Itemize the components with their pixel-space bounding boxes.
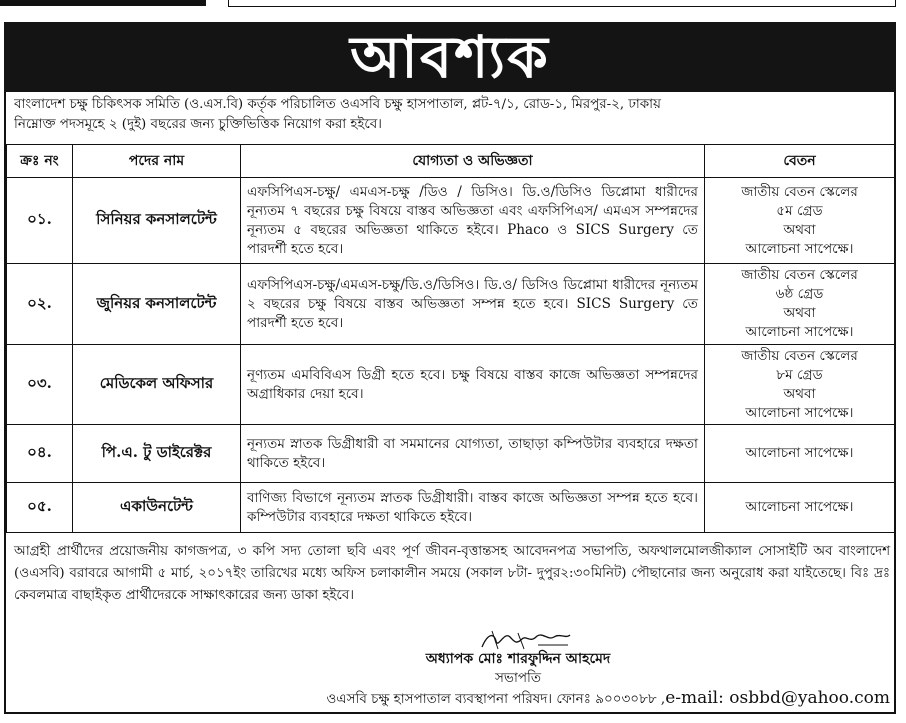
serial-cell: ০২. <box>7 264 73 345</box>
intro-line-2: নিম্নোক্ত পদসমূহে ২ (দুই) বছরের জন্য চুক্তিভিত্তিক নিয়োগ করা হইবে। <box>14 117 382 132</box>
signer-name: অধ্যাপক মোঃ শারফুদ্দিন আহমেদ <box>425 651 611 667</box>
salary-line: জাতীয় বেতন স্কেলের <box>741 347 858 364</box>
salary-line: আলোচনা সাপেক্ষে। <box>745 445 854 461</box>
header-post: পদের নাম <box>73 145 241 178</box>
qualification-cell: বাণিজ্য বিভাগে নূন্যতম স্নাতক ডিগ্রীধারী। বাস্তব কাজে অভিজ্ঞতা সম্পন্ন হতে হবে। কম্পিউটার ব্যবহারে দক্ষতা থাকিতে হইবে। <box>241 483 705 533</box>
salary-line: অথবা <box>783 385 816 402</box>
vacancy-table <box>6 144 895 533</box>
header-qualification: যোগ্যতা ও অভিজ্ঞতা <box>241 145 705 178</box>
footer-contact <box>318 686 890 711</box>
qualification-cell: নূণ্যতম এমবিবিএস ডিগ্রী হতে হবে। চক্ষু বিষয়ে বাস্তব কাজে অভিজ্ঞতা সম্পন্নদের অগ্রাধিকার দেয়া হবে। <box>241 345 705 425</box>
intro-text <box>14 95 888 135</box>
salary-line: জাতীয় বেতন স্কেলের <box>741 183 858 200</box>
salary-cell <box>705 483 895 533</box>
salary-cell <box>705 264 895 345</box>
top-right-box <box>228 0 896 7</box>
footer-email: e-mail: osbbd@yahoo.com <box>665 688 890 708</box>
salary-line: অথবা <box>783 221 816 238</box>
salary-line: অথবা <box>783 305 816 321</box>
post-cell: মেডিকেল অফিসার <box>73 345 241 425</box>
table-row <box>7 425 895 483</box>
table-row <box>7 345 895 425</box>
serial-cell: ০৩. <box>7 345 73 425</box>
post-cell: পি.এ. টু ডাইরেক্টর <box>73 425 241 483</box>
salary-line: জাতীয় বেতন স্কেলের <box>741 267 858 283</box>
table-row <box>7 178 895 264</box>
top-left-box <box>0 0 206 6</box>
post-cell: একাউনটেন্ট <box>73 483 241 533</box>
footer-org-phone: ওএসবি চক্ষু হাসপাতাল ব্যবস্থাপনা পরিষদ। ফোনঃ ৯০০৩০৮৮ , <box>326 691 666 707</box>
salary-line: আলোচনা সাপেক্ষে। <box>745 404 854 421</box>
salary-cell <box>705 178 895 264</box>
salary-line: ৬ষ্ঠ গ্রেড <box>775 286 824 302</box>
post-cell: সিনিয়র কনসালটেন্ট <box>73 178 241 264</box>
salary-line: ৮ম গ্রেড <box>776 366 823 383</box>
post-cell: জুনিয়র কনসালটেন্ট <box>73 264 241 345</box>
salary-line: আলোচনা সাপেক্ষে। <box>745 499 854 515</box>
header-salary: বেতন <box>705 145 895 178</box>
serial-cell: ০৪. <box>7 425 73 483</box>
header-serial: ক্রঃ নং <box>7 145 73 178</box>
salary-cell <box>705 425 895 483</box>
qualification-cell: এফসিপিএস-চক্ষু/ এমএস-চক্ষু /ডিও / ডিসিও। ডি.ও/ডিসিও ডিপ্লোমা ধারীদের নূন্যতম ৭ বছরের চক্ষু বিষয়ে বাস্তব অভিজ্ঞতা এবং এফসিপিএস/ এমএস সম্পন্নদের নূন্যতম ৫ বছরের অভিজ্ঞতা থাকিতে হইবে। Phaco ও SICS Surgery তে পারদর্শী হতে হবে। <box>241 178 705 264</box>
qualification-cell: এফসিপিএস-চক্ষু/এমএস-চক্ষু/ডি.ও/ডিসিও। ডি.ও/ ডিসিও ডিপ্লোমা ধারীদের নূন্যতম ২ বছরের চক্ষু বিষয়ে বাস্তব অভিজ্ঞতা সম্পন্ন হতে হবে। SICS Surgery তে পারদর্শী হতে হবে। <box>241 264 705 345</box>
salary-line: আলোচনা সাপেক্ষে। <box>745 240 854 257</box>
qualification-cell: নূন্যতম স্নাতক ডিগ্রীধারী বা সমমানের যোগ্যতা, তাছাড়া কম্পিউটার ব্যবহারে দক্ষতা থাকিতে হইবে। <box>241 425 705 483</box>
application-instructions: আগ্রহী প্রার্থীদের প্রয়োজনীয় কাগজপত্র, ৩ কপি সদ্য তোলা ছবি এবং পূর্ণ জীবন-বৃত্তান্তসহ আবেদনপত্র সভাপতি, অফথালমোলজীক্যাল সোসাইটি অব বাংলাদেশ (ওএসবি) বরাবরে আগামী ৫ মার্চ, ২০১৭ইং তারিখের মধ্যে অফিস চলাকালীন সময়ে (সকাল ৮টা- দুপুর২:৩০মিনিট) পৌছানোর জন্য অনুরোধ করা যাইতেছে। বিঃ দ্রঃ কেবলমাত্র বাছাইকৃত প্রার্থীদেরকে সাক্ষাৎকারের জন্য ডাকা হইবে। <box>14 544 890 603</box>
signer-role: সভাপতি <box>494 670 542 686</box>
intro-line-1: বাংলাদেশ চক্ষু চিকিৎসক সমিতি (ও.এস.বি) কর্তৃক পরিচালিত ওএসবি চক্ষু হাসপাতাল, প্লট-৭/১, রোড-১, মিরপুর-২, ঢাকায় <box>14 97 661 112</box>
top-strip <box>0 0 906 10</box>
table-row <box>7 264 895 345</box>
salary-line: আলোচনা সাপেক্ষে। <box>745 324 854 340</box>
salary-cell <box>705 345 895 425</box>
table-row <box>7 483 895 533</box>
ad-title: আবশ্যক <box>350 23 550 91</box>
salary-line: ৫ম গ্রেড <box>776 202 823 219</box>
table-header-row <box>7 145 895 178</box>
serial-cell: ০১. <box>7 178 73 264</box>
serial-cell: ০৫. <box>7 483 73 533</box>
title-banner <box>4 22 896 92</box>
